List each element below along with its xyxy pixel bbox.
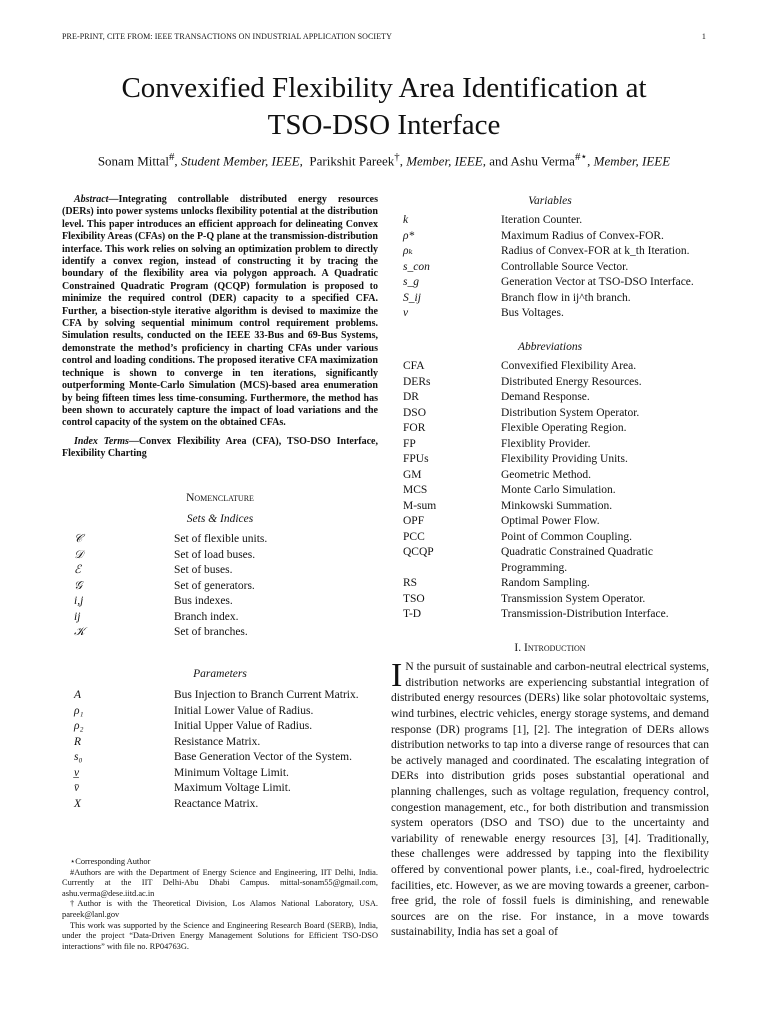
drop-cap: I [391,657,403,695]
nomenclature-description: Point of Common Coupling. [501,530,632,543]
nomenclature-symbol: s₀ [74,751,83,764]
author-1-name: Sonam Mittal [97,153,169,169]
nomenclature-row [62,625,378,641]
nomenclature-row [391,291,709,307]
parameters-heading: Parameters [193,667,247,680]
nomenclature-row [62,750,378,766]
nomenclature-description: Set of load buses. [174,548,256,561]
nomenclature-symbol: k [403,214,409,227]
abstract-text: —Integrating controllable distributed energy resources (DERs) into power systems unlocks flexibility potential at the distribution level. This paper introduces an efficient approach for delineating Convex Flexibility Areas (CFAs) on the P-Q plane at the transmission-distribution interface. This work relies on solving an optimization problem to directly identify a convex region, instead of constructing it by tracing the boundary of the flexibility area via polygon approach. A Quadratic Constrained Quadratic Program (QCQP) formulation is proposed to minimize the required control (DER) capacity to a specified CFA. Further, a bisection-style iterative algorithm is devised to maximize the CFA by solving sequential minimum control requirement problems. Simulation results, conducted on the IEEE 33-Bus and 69-Bus Systems, demonstrate the method’s proficiency in charting CFAs under various control and loading conditions. The proposed iterative CFA maximization technique is shown to converge in ten iterations, significantly outperforming Monte-Carlo Simulation (MCS)-based area enumeration by being fifteen times less time-consuming. Furthermore, the method has been shown to accurately capture the impact of load variations and the control capacity of the system on the obtained CFAs. [62,194,378,429]
nomenclature-row [391,514,709,530]
nomenclature-symbol: X [74,797,82,810]
nomenclature-row [62,579,378,595]
nomenclature-description: Flexiblity Provider. [501,437,591,450]
right-column [391,194,709,941]
nomenclature-row [391,306,709,322]
nomenclature-row [62,766,378,782]
author-3-name: Ashu Verma [510,153,575,169]
abstract [62,194,378,430]
nomenclature-description: Branch index. [174,610,239,623]
nomenclature-description: Minkowski Summation. [501,499,613,512]
nomenclature-symbol: PCC [403,530,425,543]
nomenclature-symbol: QCQP [403,546,434,559]
abbreviations-table [391,359,709,623]
nomenclature-row [391,499,709,515]
nomenclature-description: Maximum Radius of Convex-FOR. [501,229,664,242]
nomenclature-symbol: DR [403,391,419,404]
author-3-role: Member, IEEE [593,153,671,169]
nomenclature-row [391,275,709,291]
nomenclature-description: Controllable Source Vector. [501,260,629,273]
nomenclature-symbol: FOR [403,422,426,435]
nomenclature-description: Set of branches. [174,626,248,639]
footnote-affiliation-2: †Author is with the Theoretical Division, Los Alamos National Laboratory, USA. pareek@lanl.gov [62,899,378,919]
nomenclature-description: Monte Carlo Simulation. [501,484,616,497]
nomenclature-description: Convexified Flexibility Area. [501,360,637,373]
nomenclature-row [391,375,709,391]
nomenclature-row [62,532,378,548]
nomenclature-symbol: R [74,735,82,748]
author-and: and [489,153,508,169]
nomenclature-symbol: s_g [403,276,419,289]
nomenclature-row [391,576,709,592]
nomenclature-description: Branch flow in ij^th branch. [501,291,631,304]
nomenclature-row [62,704,378,720]
running-header [62,32,706,41]
nomenclature-row [62,688,378,704]
nomenclature-symbol: v̄ [74,782,80,795]
nomenclature-row [391,213,709,229]
nomenclature-row [391,483,709,499]
nomenclature-symbol: 𝒞 [74,533,83,546]
nomenclature-row [391,452,709,468]
footnote-corresponding: ⋆Corresponding Author [70,857,151,866]
nomenclature-description: Set of generators. [174,579,255,592]
abstract-label: Abstract [74,194,109,205]
nomenclature-row [391,530,709,546]
variables-table [391,213,709,322]
author-1-role: Student Member, IEEE, [180,153,303,169]
nomenclature-row [62,563,378,579]
nomenclature-symbol: S_ij [403,291,421,304]
nomenclature-description: Geometric Method. [501,468,592,481]
nomenclature-symbol: DSO [403,406,427,419]
nomenclature-symbol: MCS [403,484,428,497]
nomenclature-description: Distribution System Operator. [501,406,640,419]
nomenclature-symbol: ρ₁ [74,704,84,717]
nomenclature-symbol: v̲ [74,766,80,779]
running-head-text: PRE-PRINT, CITE FROM: IEEE TRANSACTIONS ON INDUSTRIAL APPLICATION SOCIETY [62,32,393,41]
nomenclature-symbol: M-sum [403,499,437,512]
nomenclature-row [62,735,378,751]
nomenclature-description: Generation Vector at TSO-DSO Interface. [501,276,694,289]
nomenclature-description: Quadratic Constrained Quadratic Programming. [501,546,653,574]
nomenclature-row [391,390,709,406]
nomenclature-symbol: RS [403,577,418,590]
nomenclature-row [391,244,709,260]
nomenclature-row [62,797,378,813]
introduction-text: N the pursuit of sustainable and carbon-neutral electrical systems, distribution networks are experiencing substantial integration of distributed energy resources (DERs) like solar photovoltaic systems, wind turbines, electric vehicles, energy storage systems, and demand response (DR) programs [1], [2]. The integration of DERs allows distribution networks to tap into a diverse range of resources that can be actively managed and coordinated. The escalating integration of DERs into distribution grids poses substantial operational and planning challenges, such as voltage regulation, frequency control, congestion management, etc., for both distribution and transmission system operators (DSO and TSO) due to the uncertainty and variability of renewable energy resources [3], [4]. Traditionally, these challenges were addressed by tapping into the flexibility offered by conventional power plants, i.e., coal-fired, hydroelectric facilities, etc. However, as we are moving towards a greener, carbon-free grid, the role of fossil fuels is diminishing, and renewable sources are on the rise. For instance, in a move towards sustainability, India has set a goal of [391,661,709,939]
nomenclature-symbol: s_con [403,260,430,273]
footnote-funding: This work was supported by the Science and Engineering Research Board (SERB), India, under the project “Data-Driven Energy Management Solutions for Efficient TSO-DSO interactions” with file no. RP04763G. [62,920,378,951]
nomenclature-symbol: v [403,307,409,320]
nomenclature-description: Maximum Voltage Limit. [174,782,291,795]
nomenclature-symbol: A [74,689,82,702]
nomenclature-row [391,406,709,422]
nomenclature-description: Resistance Matrix. [174,735,261,748]
author-3-mark: #⋆ [574,151,588,163]
title-line-2: TSO-DSO Interface [267,109,501,141]
index-terms [62,436,378,461]
index-terms-text: —Convex Flexibility Area (CFA), TSO-DSO Interface, Flexibility Charting [62,435,378,460]
footnote-affiliation-1: #Authors are with the Department of Energy Science and Engineering, IIT Delhi, India. Currently at the IIT Delhi-Abu Dhabi Campus. mittal-sonam55@gmail.com, ashu.verma@dese.iitd.ac.in [62,867,378,898]
nomenclature-description: Set of flexible units. [174,533,268,546]
nomenclature-symbol: CFA [403,360,425,373]
nomenclature-description: Flexibility Providing Units. [501,453,628,466]
nomenclature-description: Transmission-Distribution Interface. [501,608,669,621]
nomenclature-symbol: ρₖ [403,245,413,258]
index-terms-label: Index Terms [74,435,129,447]
author-2-role: Member, IEEE, [406,153,486,169]
nomenclature-row [391,592,709,608]
sets-heading: Sets & Indices [186,512,254,525]
paper-title [0,70,768,144]
nomenclature-description: Radius of Convex-FOR at k_th Iteration. [501,245,690,258]
nomenclature-description: Set of buses. [174,564,233,577]
page-number: 1 [701,32,706,41]
nomenclature-symbol: 𝒦 [74,626,85,639]
nomenclature-symbol: GM [403,468,422,481]
nomenclature-row [391,260,709,276]
nomenclature-description: Flexible Operating Region. [501,422,627,435]
nomenclature-row [62,594,378,610]
nomenclature-description: Distributed Energy Resources. [501,375,642,388]
nomenclature-row [62,781,378,797]
nomenclature-symbol: ℰ [74,564,81,577]
nomenclature-row [62,610,378,626]
nomenclature-description: Reactance Matrix. [174,797,259,810]
parameters-table [62,688,378,812]
title-line-1: Convexified Flexibility Area Identification at [121,72,647,104]
nomenclature-description: Random Sampling. [501,577,590,590]
introduction-paragraph [391,657,709,941]
nomenclature-symbol: T-D [403,608,422,621]
nomenclature-heading: Nomenclature [186,491,254,504]
author-2-mark: † [394,151,400,163]
author-list: Sonam Mittal#, Student Member, IEEE, Parikshit Pareek†, Member, IEEE, and Ashu Verma#⋆, Member, IEEE [97,151,671,169]
nomenclature-symbol: FPUs [403,453,429,466]
nomenclature-description: Base Generation Vector of the System. [174,751,352,764]
nomenclature-symbol: ij [74,610,81,623]
nomenclature-symbol: OPF [403,515,425,528]
author-2-name: Parikshit Pareek [309,153,395,169]
nomenclature-symbol: i,j [74,595,84,608]
nomenclature-row [391,359,709,375]
nomenclature-row [391,229,709,245]
nomenclature-row [391,545,709,576]
nomenclature-row [391,437,709,453]
nomenclature-row [62,719,378,735]
nomenclature-symbol: 𝒟 [74,548,84,561]
nomenclature-row [391,421,709,437]
introduction-heading: I. Introduction [514,641,586,654]
nomenclature-row [391,607,709,623]
nomenclature-description: Transmission System Operator. [501,592,646,605]
nomenclature-symbol: FP [403,437,416,450]
nomenclature-row [391,468,709,484]
footnotes [62,857,378,952]
sets-table [62,532,378,641]
nomenclature-symbol: 𝒢 [74,579,83,592]
nomenclature-row [62,548,378,564]
nomenclature-symbol: DERs [403,375,431,388]
nomenclature-description: Iteration Counter. [501,214,583,227]
abbreviations-heading: Abbreviations [517,340,583,353]
nomenclature-description: Demand Response. [501,391,590,404]
nomenclature-description: Bus Voltages. [501,307,564,320]
variables-heading: Variables [528,195,572,207]
nomenclature-symbol: ρ₂ [74,720,84,733]
nomenclature-description: Optimal Power Flow. [501,515,600,528]
nomenclature-description: Bus Injection to Branch Current Matrix. [174,689,359,702]
nomenclature-symbol: ρ* [403,229,415,242]
author-1-mark: # [168,151,175,163]
nomenclature-symbol: TSO [403,592,425,605]
nomenclature-description: Minimum Voltage Limit. [174,766,289,779]
nomenclature-description: Initial Lower Value of Radius. [174,704,314,717]
nomenclature-description: Bus indexes. [174,595,233,608]
nomenclature-description: Initial Upper Value of Radius. [174,720,313,733]
left-column [62,194,378,812]
